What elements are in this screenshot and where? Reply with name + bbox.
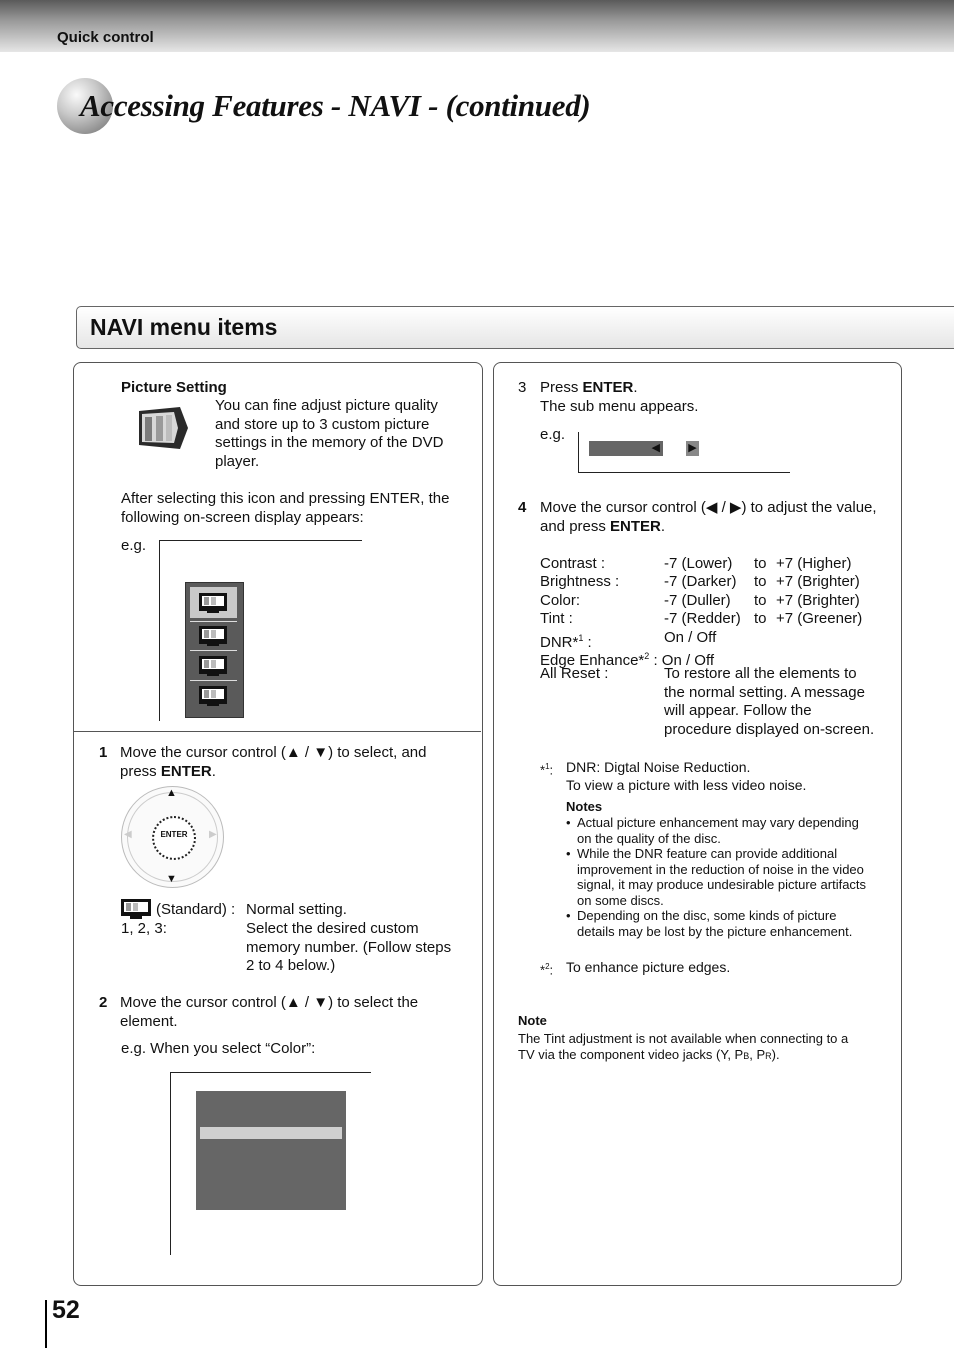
footnote-1-line: To view a picture with less video noise. — [566, 777, 807, 793]
footnote-1-text — [566, 758, 806, 794]
settings-row-edge: Edge Enhance*$^2$ : On / Off — [540, 651, 715, 669]
submenu-value-bar — [589, 441, 663, 456]
settings-row-dnr: DNR*$^1$ : — [540, 633, 592, 651]
osd-color-highlight — [200, 1127, 342, 1139]
custom-1-icon — [198, 625, 228, 647]
note-line: TV via the component video jacks (Y, PB, PR). — [518, 1046, 780, 1062]
note-text — [518, 1031, 848, 1064]
cursor-control-icon — [120, 786, 225, 888]
after-selecting-text — [121, 490, 450, 527]
standard-label: (Standard) : — [156, 901, 236, 918]
note-line: The Tint adjustment is not available when connecting to a — [518, 1031, 849, 1046]
step-1-text — [120, 744, 426, 781]
custom-desc-line: 2 to 4 below.) — [246, 957, 336, 974]
footnote-2-mark: *$^2$: — [540, 962, 554, 978]
page-number-rule — [45, 1300, 47, 1348]
footnote-1-line: DNR: Digtal Noise Reduction. — [566, 759, 751, 775]
notes-title: Notes — [566, 799, 603, 814]
step-4-number: 4 — [518, 499, 527, 516]
enter-button-label: ENTER — [160, 830, 188, 839]
picture-setting-desc — [215, 397, 443, 471]
right-arrow-icon: ▶ — [209, 829, 217, 840]
desc-line: player. — [215, 452, 260, 470]
step-2-number: 2 — [99, 994, 108, 1011]
all-reset-desc — [664, 665, 874, 739]
step-3-number: 3 — [518, 379, 527, 396]
custom-desc-line: memory number. (Follow steps — [246, 938, 452, 956]
left-arrow-icon: ◀ — [124, 829, 132, 840]
bullet: • — [566, 815, 571, 830]
after-line: After selecting this icon and pressing ENTER, the — [121, 490, 450, 507]
submenu-left-arrow-icon: ◀ — [651, 442, 660, 454]
bullet: • — [566, 908, 571, 923]
step-4-line: and press ENTER. — [540, 517, 666, 535]
footnote-1-mark: *$^1$: — [540, 762, 554, 778]
step-2-line: Move the cursor control (▲ / ▼) to select the — [120, 994, 419, 1011]
footnote-2-text: To enhance picture edges. — [566, 959, 731, 975]
all-reset-line: will appear. Follow the — [664, 702, 812, 719]
all-reset-line: procedure displayed on-screen. — [664, 720, 875, 738]
osd-icon-column — [185, 582, 244, 718]
step-4-text — [540, 499, 877, 536]
standard-tv-icon — [120, 898, 152, 920]
page-number: 52 — [52, 1296, 80, 1324]
desc-line: and store up to 3 custom picture — [215, 415, 430, 433]
step-2-line: element. — [120, 1012, 178, 1030]
note-item: • Depending on the disc, some kinds of picture details may be lost by the picture enhancement. — [566, 908, 853, 939]
all-reset-line: To restore all the elements to — [664, 665, 857, 682]
note-title: Note — [518, 1013, 547, 1028]
panel-divider — [74, 731, 481, 732]
all-reset-line: the normal setting. A message — [664, 683, 865, 701]
notes-list — [566, 815, 896, 939]
bullet: • — [566, 846, 571, 861]
standard-picture-icon — [198, 592, 228, 614]
navi-menu-header — [76, 306, 954, 349]
step-2-text — [120, 994, 418, 1031]
custom-3-icon — [198, 685, 228, 707]
submenu-right-arrow-icon: ▶ — [686, 441, 699, 456]
step-1-line: Move the cursor control (▲ / ▼) to select, and — [120, 744, 427, 761]
all-reset-label: All Reset : — [540, 665, 609, 682]
custom-2-icon — [198, 655, 228, 677]
step-3-text — [540, 379, 698, 416]
custom-desc — [246, 920, 451, 976]
custom-label: 1, 2, 3: — [121, 920, 167, 937]
step-4-line: Move the cursor control (◀ / ▶) to adjust the value, — [540, 499, 877, 516]
eg-label: e.g. — [121, 537, 147, 554]
note-item: • While the DNR feature can provide additional improvement in the reduction of noise in the video signal, it may produce undesirable picture artifacts on some discs. — [566, 846, 867, 908]
picture-setting-icon — [136, 405, 190, 451]
up-arrow-icon: ▲ — [166, 787, 177, 799]
step-1-line: press ENTER. — [120, 762, 216, 780]
step-2-eg: e.g. When you select “Color”: — [121, 1040, 316, 1057]
navi-menu-title: NAVI menu items — [90, 314, 278, 340]
step-1-number: 1 — [99, 744, 108, 761]
page-title: Accessing Features - NAVI - (continued) — [80, 88, 591, 123]
down-arrow-icon: ▼ — [166, 873, 177, 885]
osd-color-menu — [196, 1091, 346, 1210]
step-3-line: Press ENTER. — [540, 379, 638, 396]
custom-desc-line: Select the desired custom — [246, 920, 419, 937]
picture-setting-title: Picture Setting — [121, 379, 227, 396]
desc-line: You can fine adjust picture quality — [215, 397, 438, 414]
standard-desc: Normal setting. — [246, 901, 347, 918]
step-3-line: The sub menu appears. — [540, 397, 699, 415]
desc-line: settings in the memory of the DVD — [215, 434, 444, 451]
step-3-eg: e.g. — [540, 426, 566, 443]
dnr-value: On / Off — [664, 629, 717, 646]
after-line: following on-screen display appears: — [121, 508, 364, 526]
note-item: • Actual picture enhancement may vary depending on the quality of the disc. — [566, 815, 859, 846]
section-tag: Quick control — [57, 29, 154, 46]
